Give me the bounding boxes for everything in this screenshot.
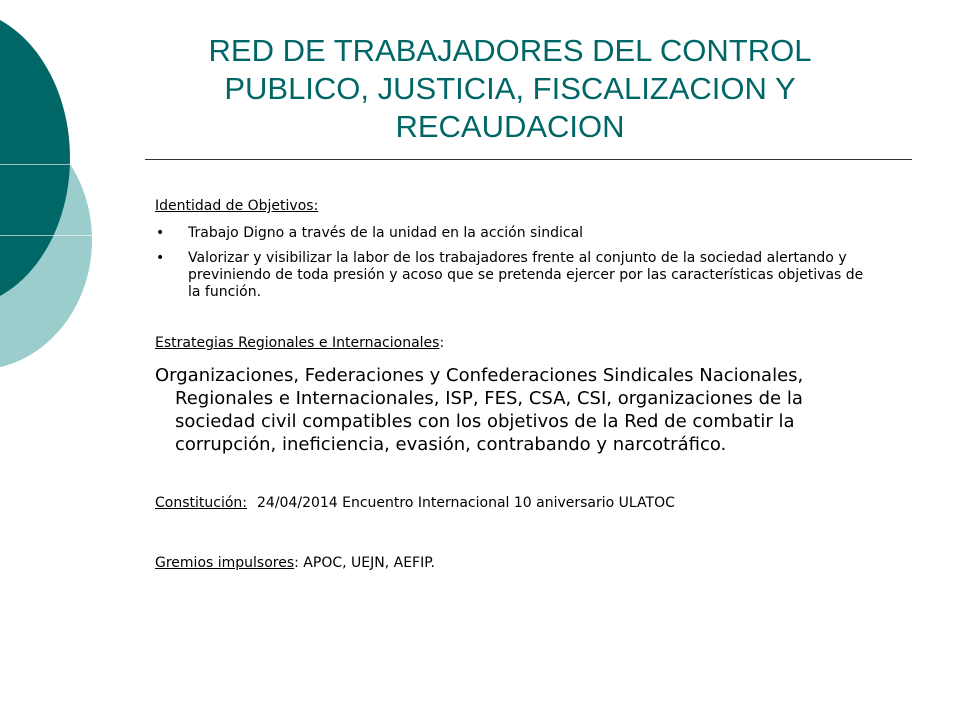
constitucion-label: Constitución: [155,495,247,511]
bullet-icon: • [156,225,165,241]
list-item-text: Trabajo Digno a través de la unidad en la acción sindical [188,225,584,241]
decor-line [0,164,92,165]
decorative-circles [0,0,120,400]
slide-title: RED DE TRABAJADORES DEL CONTROL PUBLICO, JUSTICIA, FISCALIZACION Y RECAUDACION [208,33,812,144]
estrategias-heading [155,334,875,352]
bullet-icon: • [156,250,165,266]
list-item [155,225,875,242]
estrategias-heading-text: Estrategias Regionales e Internacionales [155,335,440,351]
gremios-label: Gremios impulsores [155,555,295,571]
identidad-heading-text: Identidad de Objetivos: [155,198,319,214]
list-item-text: Valorizar y visibilizar la labor de los trabajadores frente al conjunto de la sociedad alertando y previniendo de toda presión y acoso que se pretenda ejercer por las características objetivas de la función. [188,250,864,300]
identidad-heading [155,197,875,215]
gremios-value: APOC, UEJN, AEFIP. [298,555,435,571]
estrategias-heading-suffix: : [439,335,445,351]
list-item [155,250,875,301]
constitucion-row [155,494,875,512]
identidad-list [155,225,875,301]
title-divider [145,159,912,160]
decor-line [0,235,92,236]
gremios-suffix: : [294,555,299,571]
constitucion-value: 24/04/2014 Encuentro Internacional 10 aniversario ULATOC [257,495,675,511]
estrategias-body: Organizaciones, Federaciones y Confederaciones Sindicales Nacionales, Regionales e Internacionales, ISP, FES, CSA, CSI, organizaciones de la sociedad civil compatibles con los objetivos de la Red de combatir la corrupción, ineficiencia, evasión, contrabando y narcotráfico. [155,365,804,455]
gremios-row [155,554,875,572]
slide-content [155,197,875,572]
